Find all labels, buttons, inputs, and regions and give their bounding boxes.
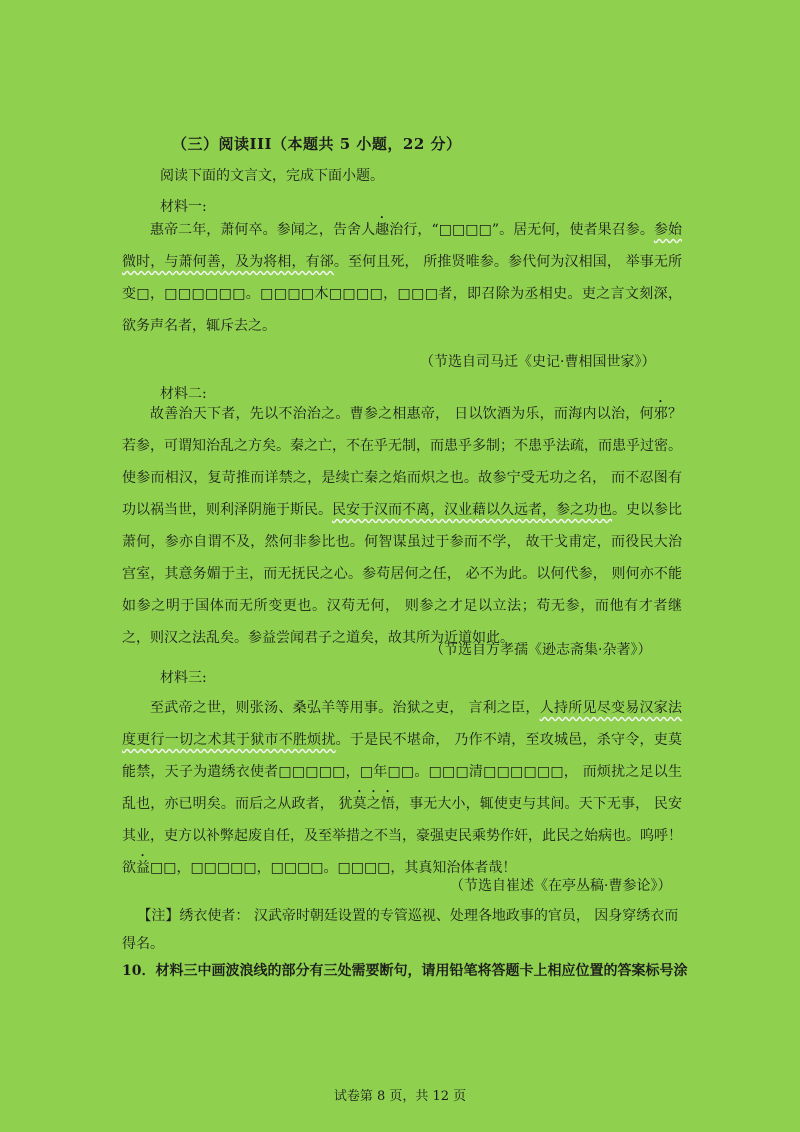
emphasized-character: 益 xyxy=(136,860,150,876)
emphasized-phrase: 莫之悟 xyxy=(352,796,396,812)
material-two-text-b: ？若参，可谓知治乱之方矣。秦之亡，不在乎无制，而患乎多制；不患乎法疏，而患乎过密。使参而相汉，复苛推而详禁之，是续亡秦之焰而炽之也。故参宁受无功之名， 而不忍图有功以祸当世，则利泽阴施于斯民。 xyxy=(122,406,683,518)
material-three-text-c: ，事无大小，辄使吏与其间。天下无事， 民安其业，吏方以补弊起废自任，及至举措之不当，豪强吏民乘势作奸，此民之始病也。呜呼！ 欲 xyxy=(122,796,683,876)
material-two-label: 材料二: xyxy=(160,386,207,402)
wavy-underlined-text: 参始微时，与萧何善，及为将相，有郤 xyxy=(122,222,683,270)
material-three-text-b: 。于是民不堪命， 乃作不靖，至攻城邑，杀守令，吏莫能禁，天子为遣绣衣使者□□□□□，□年□□。□□□清□□□□□□， 而烦扰之足以生乱也，亦已明矣。而后之从政者， 犹 xyxy=(122,732,682,812)
material-two-passage xyxy=(122,398,682,654)
material-one-passage xyxy=(122,214,682,342)
material-three-text-a: 至武帝之世，则张汤、桑弘羊等用事。治狱之吏， 言利之臣， xyxy=(150,700,540,716)
material-one-label: 材料一: xyxy=(160,199,207,215)
page-footer: 试卷第 8 页，共 12 页 xyxy=(333,1089,467,1104)
material-one-text-a: 惠帝二年，萧何卒。参闻之，告舍人 xyxy=(150,222,376,238)
section-title: （三）阅读III（本题共 5 小题，22 分） xyxy=(172,135,462,153)
material-one-text-c: 。至何且死， 所推贤唯参。参代何为汉相国， 举事无所变□，□□□□□□。□□□□木□□□□，□□□者，即召除为丞相史。吏之言文刻深，欲务声名者，辄斥去之。 xyxy=(122,254,683,334)
question-ten: 10．材料三中画波浪线的部分有三处需要断句，请用铅笔将答题卡上相应位置的答案标号涂 xyxy=(122,963,688,979)
material-three-passage xyxy=(122,692,682,884)
material-one-text-b: 治行，“□□□□”。居无何，使者果召参。 xyxy=(389,222,654,238)
material-three-label: 材料三: xyxy=(160,670,207,686)
emphasized-character: 趣 xyxy=(375,222,390,238)
material-two-text-c: 。史以参比萧何，参亦自谓不及，然何非参比也。何智谋虽过于参而不学， 故干戈甫定，而役民大治宫室，其意务媚于主，而无抚民之心。参苟居何之任， 必不为此。以何代参， 则何亦不能如参之明于国体而无所变更也。汉苟无何， 则参之才足以立法；苟无参，而他有才者继之，则汉之法乱矣。参益尝闻君子之道矣，故其所为近道如此。 xyxy=(122,502,682,646)
instruction-text: 阅读下面的文言文，完成下面小题。 xyxy=(160,168,384,184)
material-one-source: （节选自司马迁《史记·曹相国世家》） xyxy=(420,354,656,370)
material-two-source: （节选自方孝孺《逊志斋集·杂著》） xyxy=(430,642,652,658)
material-three-text-d: □□，□□□□□，□□□□。□□□□，其真知治体者哉！ xyxy=(150,860,517,876)
material-three-source: （节选自崔述《在亭丛稿·曹参论》） xyxy=(450,878,672,894)
wavy-underlined-text: 民安于汉而不离，汉业藉以久远者，参之功也 xyxy=(332,502,612,518)
emphasized-character: 邪 xyxy=(653,406,669,422)
wavy-underlined-text: 人持所见尽变易汉家法度更行一切之术其于狱市不胜烦扰 xyxy=(122,700,683,748)
annotation-note: 【注】绣衣使者： 汉武帝时朝廷设置的专管巡视、处理各地政事的官员， 因身穿绣衣而得名。 xyxy=(122,908,679,952)
material-two-text-a: 故善治天下者，先以不治治之。曹参之相惠帝， 日以饮酒为乐，而海内以治，何 xyxy=(150,406,654,422)
